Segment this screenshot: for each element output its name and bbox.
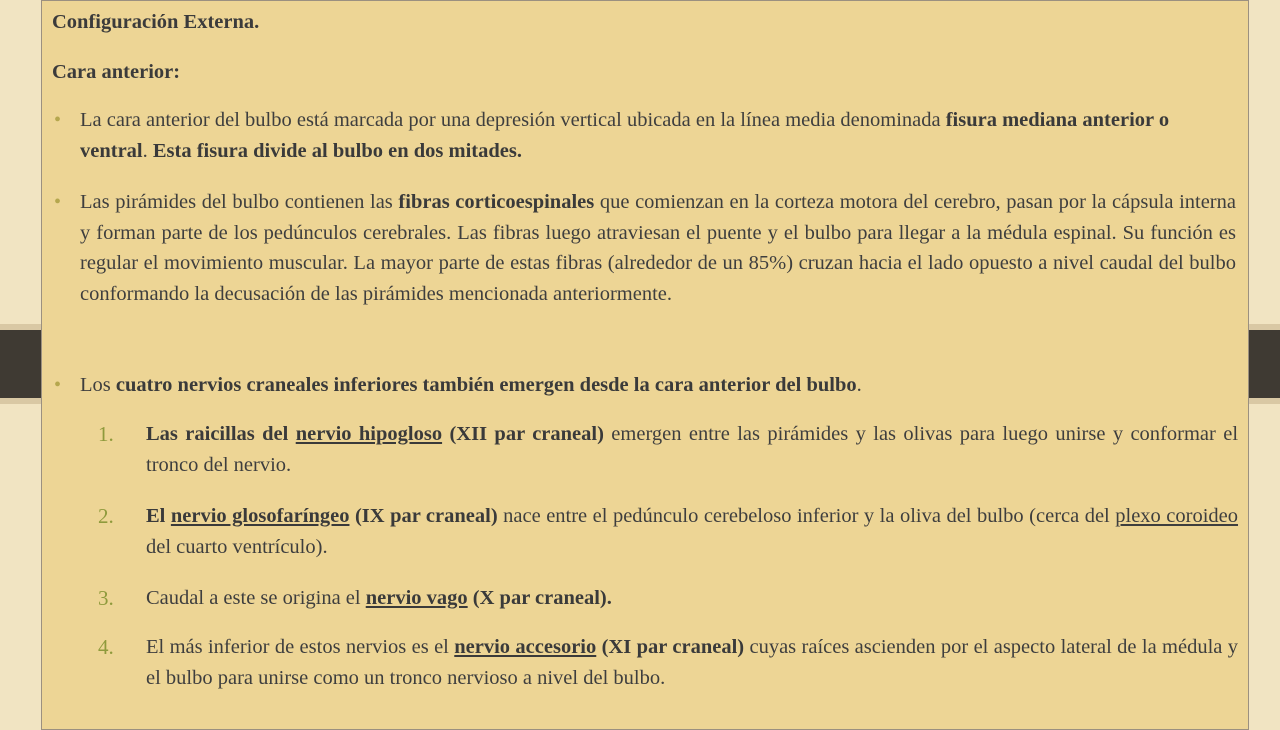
bold-term: fisura mediana anterior o ventral [80, 109, 1170, 162]
nervio-vago-link[interactable]: nervio vago [365, 587, 468, 609]
slide-content-box [41, 0, 1249, 730]
numbered-text: Caudal a este se origina el nervio vago (X par craneal). [146, 587, 612, 609]
nervio-glosofaringeo-link[interactable]: nervio glosofaríngeo [170, 505, 350, 527]
bullet-icon: • [54, 109, 62, 131]
plexo-coroideo-link[interactable]: plexo coroideo [1115, 505, 1239, 527]
nervio-accesorio-link[interactable]: nervio accesorio [454, 636, 597, 658]
item-number: 3. [98, 586, 114, 610]
bullet-icon: • [54, 191, 62, 213]
bold-term: Esta fisura divide al bulbo en dos mitades. [152, 139, 522, 162]
numbered-text: Las raicillas del nervio hipogloso (XII par craneal) emergen entre las pirámides y las olivas para luego unirse y conformar el tronco del nervio. [146, 423, 1239, 476]
bullet-text: Las pirámides del bulbo contienen las fibras corticoespinales que comienzan en la corteza motora del cerebro, pasan por la cápsula interna y forman parte de los pedúnculos cerebrales. Las fibras luego atraviesan el puente y el bulbo para llegar a la médula espinal. Su función es regular el movimiento muscular. La mayor parte de estas fibras (alrededor de un 85%) cruzan hacia el lado opuesto a nivel caudal del bulbo conformando la decusación de las pirámides mencionada anteriormente. [80, 191, 1236, 305]
item-number: 1. [98, 422, 114, 446]
bullet-icon: • [54, 374, 62, 396]
numbered-text: El más inferior de estos nervios es el nervio accesorio (XI par craneal) cuyas raíces ascienden por el aspecto lateral de la médula y el bulbo para unirse como un tronco nervioso a nivel del bulbo. [146, 636, 1239, 689]
numbered-text: El nervio glosofaríngeo (IX par craneal) nace entre el pedúnculo cerebeloso inferior y la oliva del bulbo (cerca del plexo coroideo del cuarto ventrículo). [146, 505, 1239, 558]
bullet-text: Los cuatro nervios craneales inferiores también emergen desde la cara anterior del bulbo. [80, 374, 862, 396]
bold-term: cuatro nervios craneales inferiores también emergen desde la cara anterior del bulbo [115, 374, 857, 396]
nervio-hipogloso-link[interactable]: nervio hipogloso [295, 423, 443, 445]
section-title: Configuración Externa. [52, 11, 260, 33]
section-subtitle: Cara anterior: [52, 61, 181, 83]
item-number: 4. [98, 635, 114, 659]
bullet-text: La cara anterior del bulbo está marcada por una depresión vertical ubicada en la línea media denominada fisura mediana anterior o ventral. Esta fisura divide al bulbo en dos mitades. [80, 109, 1170, 162]
item-number: 2. [98, 504, 114, 528]
bold-term: fibras corticoespinales [398, 191, 595, 213]
